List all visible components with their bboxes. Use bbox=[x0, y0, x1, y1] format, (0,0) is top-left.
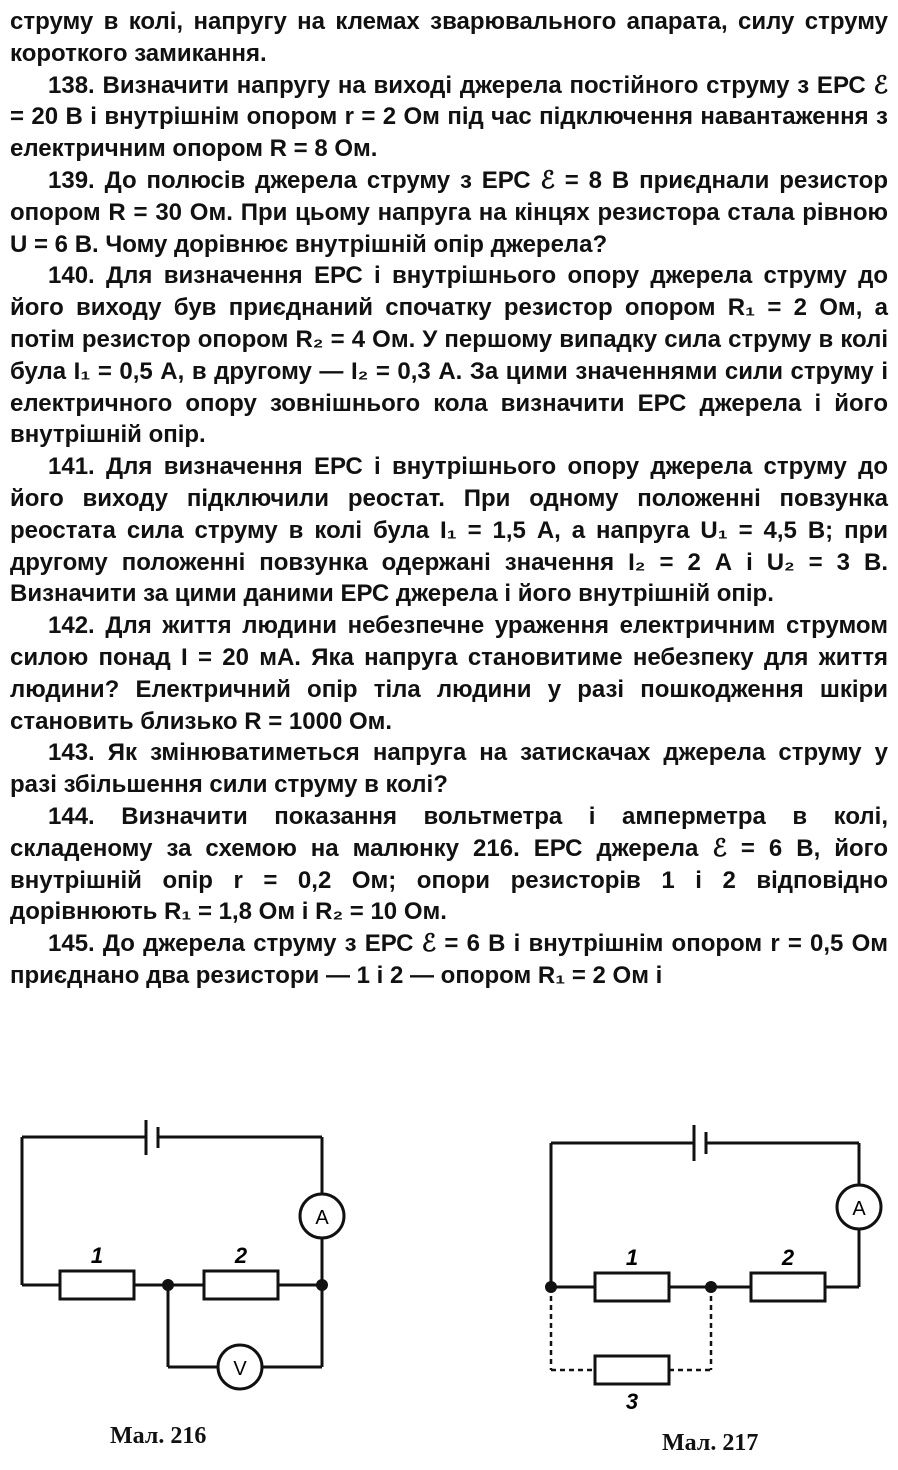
circuit-217-svg bbox=[449, 1095, 898, 1425]
problem-number: 142. bbox=[48, 612, 95, 640]
resistor-1-label: 1 bbox=[90, 1243, 104, 1268]
problem-145 bbox=[10, 928, 888, 992]
problem-body: Для визначення ЕРС і внутрішнього опору джерела струму до його виходу був приєднаний спочатку резистор опором R₁ = 2 Ом, а потім резистор опором R₂ = 4 Ом. У першому випадку сила струму в колі була I₁ = 0,5 А, в другому — I₂ = 0,3 А. За цими значеннями сили струму і електричного опору зовнішнього кола визначити ЕРС джерела і його внутрішній опір. bbox=[10, 262, 888, 449]
junction-dot bbox=[316, 1279, 328, 1291]
resistor-2 bbox=[751, 1273, 825, 1301]
resistor-2-label: 2 bbox=[234, 1243, 248, 1268]
junction-dot bbox=[162, 1279, 174, 1291]
problem-142 bbox=[10, 610, 888, 737]
junction-dot bbox=[545, 1281, 557, 1293]
figure-217-caption: Мал. 217 bbox=[662, 1430, 759, 1456]
problem-143 bbox=[10, 737, 888, 801]
resistor-3-label: 3 bbox=[625, 1389, 639, 1414]
problem-number: 140. bbox=[48, 262, 95, 290]
resistor-1 bbox=[60, 1271, 134, 1299]
resistor-1 bbox=[595, 1273, 669, 1301]
problem-body: Як змінюватиметься напруга на затискачах джерела струму у разі збільшення сили струму в колі? bbox=[10, 739, 888, 799]
problem-139 bbox=[10, 165, 888, 260]
continuation-paragraph: струму в колі, напругу на клемах зварювального апарата, силу струму короткого замикання. bbox=[10, 8, 888, 67]
problem-144 bbox=[10, 801, 888, 928]
problem-138 bbox=[10, 70, 888, 165]
circuit-diagram-217 bbox=[449, 1095, 898, 1470]
problem-text bbox=[10, 6, 888, 992]
problem-body: Для життя людини небезпечне ураження електричним струмом силою понад I = 20 мА. Яка напруга становитиме небезпеку для життя людини? Електричний опір тіла людини у разі пошкодження шкіри становить близько R = 1000 Ом. bbox=[10, 612, 889, 735]
ammeter-label: A bbox=[852, 1198, 866, 1220]
resistor-3 bbox=[595, 1356, 669, 1384]
problem-body: До полюсів джерела струму з ЕРС ℰ = 8 В приєднали резистор опором R = 30 Ом. При цьому напруга на кінцях резистора стала рівною U = 6 В. Чому дорівнює внутрішній опір джерела? bbox=[10, 166, 888, 258]
problem-number: 145. bbox=[48, 930, 95, 958]
problem-body: Для визначення ЕРС і внутрішнього опору джерела струму до його виходу підключили реостат. При одному положенні повзунка реостата сила струму в колі була I₁ = 1,5 А, а напруга U₁ = 4,5 В; при другому положенні повзунка одержані значення I₂ = 2 А і U₂ = 3 В. Визначити за цими даними ЕРС джерела і його внутрішній опір. bbox=[10, 453, 888, 608]
problem-number: 144. bbox=[48, 802, 95, 830]
problem-body: Визначити показання вольтметра і амперметра в колі, складеному за схемою на малюнку 216. ЕРС джерела ℰ = 6 В, його внутрішній опір r = 0,2 Ом; опори резисторів 1 і 2 відповідно дорівнюють R₁ = 1,8 Ом і R₂ = 10 Ом. bbox=[10, 802, 888, 926]
problem-body: До джерела струму з ЕРС ℰ = 6 В і внутрішнім опором r = 0,5 Ом приєднано два резистори — 1 і 2 — опором R₁ = 2 Ом і bbox=[10, 930, 888, 989]
resistor-2 bbox=[204, 1271, 278, 1299]
circuit-216-svg bbox=[0, 1095, 449, 1425]
circuit-diagram-216 bbox=[0, 1095, 449, 1470]
voltmeter-label: V bbox=[233, 1358, 247, 1380]
resistor-2-label: 2 bbox=[781, 1245, 795, 1270]
ammeter-label: A bbox=[315, 1207, 329, 1229]
problem-body: Визначити напругу на виході джерела постійного струму з ЕРС ℰ = 20 В і внутрішнім опором r = 2 Ом під час підключення навантаження з електричним опором R = 8 Ом. bbox=[10, 71, 889, 163]
figure-216-caption: Мал. 216 bbox=[110, 1423, 207, 1449]
problem-number: 141. bbox=[48, 453, 95, 481]
resistor-1-label: 1 bbox=[625, 1245, 639, 1270]
problem-number: 138. bbox=[48, 71, 95, 99]
figures-area bbox=[0, 1095, 898, 1470]
problem-140 bbox=[10, 260, 888, 451]
problem-number: 139. bbox=[48, 166, 95, 194]
problem-number: 143. bbox=[48, 739, 95, 767]
junction-dot bbox=[705, 1281, 717, 1293]
problem-141 bbox=[10, 451, 888, 610]
